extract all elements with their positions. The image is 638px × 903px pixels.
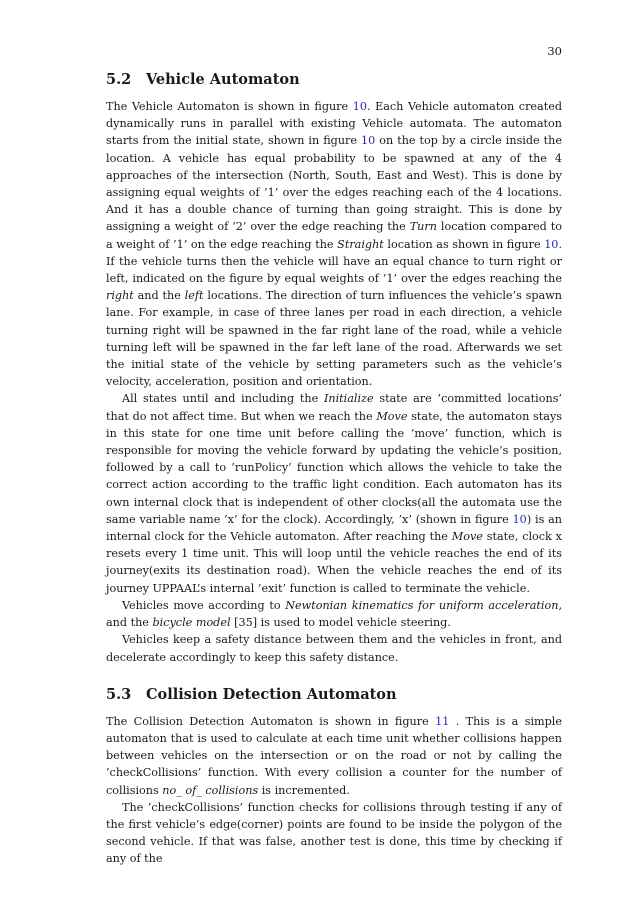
emphasis: Move (451, 530, 483, 544)
text-run: Vehicles move according to (122, 598, 286, 612)
emphasis: left (184, 289, 204, 303)
text-run: ) is an internal clock for the Vehicle automaton. After reaching the (106, 512, 562, 544)
text-run: The ’checkCollisions’ function checks for collisions through testing if any of the first vehicle’s edge(corner) points are found to be inside the polygon of the second vehicle. If that was false, another test is done, this time by checking if any of the (106, 800, 562, 866)
emphasis: Newtonian kinematics for uniform acceleration (285, 598, 559, 612)
text-run: All states until and including the (122, 392, 324, 406)
paragraph (106, 713, 562, 799)
text-run: , and the (106, 598, 562, 630)
text-run: [35] is used to model vehicle steering. (230, 616, 451, 630)
page-number: 30 (547, 44, 562, 58)
text-run: and the (133, 289, 185, 303)
text-run: The Vehicle Automaton is shown in figure (106, 100, 353, 113)
emphasis: no_ of_ collisions (162, 783, 259, 797)
section-heading (106, 70, 562, 90)
section-heading (106, 685, 562, 705)
emphasis: right (106, 289, 134, 303)
figure-reference-link[interactable]: 10 (361, 134, 376, 148)
text-run: . Each Vehicle automaton created dynamically runs in parallel with existing Vehicle automata. The automaton starts from the initial state, shown in figure (106, 100, 562, 148)
emphasis: Turn (409, 220, 437, 234)
section-number: 5.2 (106, 71, 132, 88)
text-run: state, the automaton stays in this state for one time unit before calling the ’move’ function, which is responsible for moving the vehicle forward by updating the vehicle’s position, followed by a call to ’runPolicy’ function which allows the vehicle to take the correct action according to the traffic light condition. Each automaton has its own internal clock that is independent of other clocks(all the automata use the same variable name ’x’ for the clock). Accordingly, ’x’ (shown in figure (106, 409, 563, 526)
emphasis: Initialize (323, 392, 374, 406)
paragraph (106, 799, 562, 868)
text-run: is incremented. (258, 783, 350, 797)
paragraph (106, 597, 562, 631)
section-title: Vehicle Automaton (146, 71, 300, 88)
figure-reference-link[interactable]: 10 (512, 512, 527, 526)
emphasis: Move (376, 409, 408, 423)
text-run: on the top by a circle inside the location. A vehicle has equal probability to be spawned at any of the 4 approaches of the intersection (North, South, East and West). This is done by assigning equal weights of ’1’ over the edges reaching each of the 4 locations. And it has a double chance of turning than going straight. This is done by assigning a weight of ’2’ over the edge reaching the (106, 134, 562, 234)
paragraph (106, 390, 562, 596)
paragraph (106, 631, 562, 665)
paragraph (106, 98, 562, 390)
page-content (106, 70, 562, 868)
emphasis: Straight (337, 237, 384, 251)
text-run: . If the vehicle turns then the vehicle will have an equal chance to turn right or left, indicated on the figure by equal weights of ’1’ over the edges reaching the (106, 237, 562, 286)
figure-reference-link[interactable]: 10 (352, 100, 367, 113)
figure-reference-link[interactable]: 10 (544, 237, 559, 251)
text-run: . This is a simple automaton that is used to calculate at each time unit whether collisions happen between vehicles on the intersection or on the road or not by calling the ’checkCollisions’ function. With every collision a counter for the number of collisions (106, 714, 562, 797)
text-run: location as shown in figure (383, 237, 545, 251)
text-run: Vehicles keep a safety distance between them and the vehicles in front, and decelerate accordingly to keep this safety distance. (106, 633, 562, 664)
text-run: location compared to a weight of ’1’ on the edge reaching the (106, 220, 562, 251)
figure-reference-link[interactable]: 11 (435, 714, 450, 728)
text-run: locations. The direction of turn influences the vehicle’s spawn lane. For example, in case of three lanes per road in each direction, a vehicle turning right will be spawned in the far right lane of the road, while a vehicle turning left will be spawned in the far left lane of the road. Afterwards we set the initial state of the vehicle by setting parameters such as the vehicle’s velocity, acceleration, position and orientation. (106, 289, 562, 389)
section-number: 5.3 (106, 685, 132, 703)
text-run: The Collision Detection Automaton is shown in figure (106, 714, 436, 728)
emphasis: bicycle model (152, 616, 231, 630)
text-run: state are ’committed locations’ that do not affect time. But when we reach the (106, 392, 562, 423)
section-title: Collision Detection Automaton (146, 685, 397, 703)
text-run: state, clock x resets every 1 time unit. This will loop until the vehicle reaches the end of its journey(exits its destination road). When the vehicle reaches the end of its journey UPPAAL’s internal ’exit’ function is called to terminate the vehicle. (106, 530, 562, 595)
